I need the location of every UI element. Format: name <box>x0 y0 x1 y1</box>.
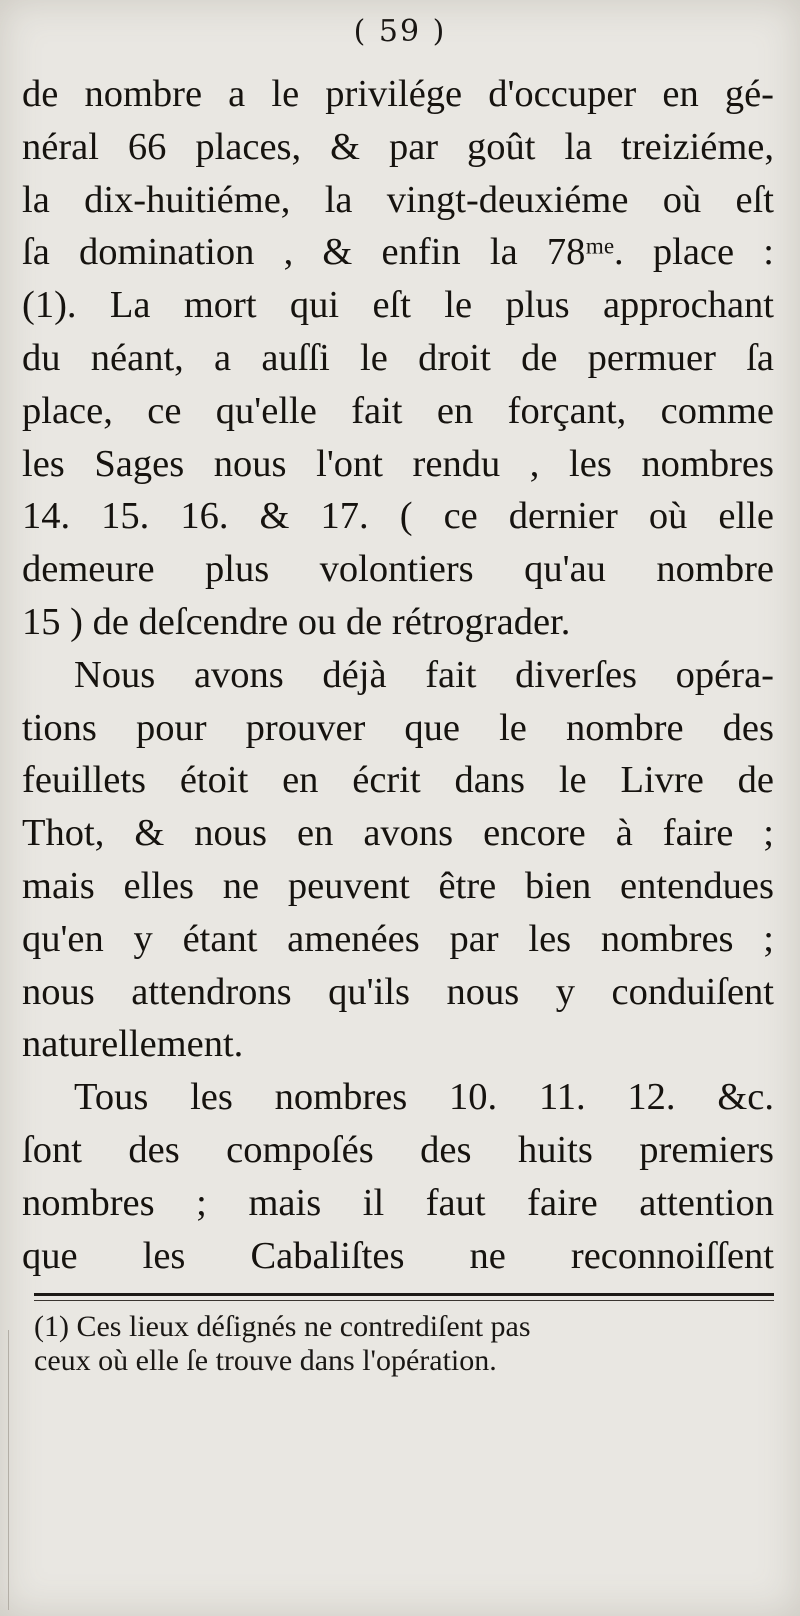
footnote-rule-thin <box>34 1300 774 1301</box>
text-line: tions pour prouver que le nombre des <box>22 706 774 749</box>
text-line: ſa domination , & enfin la 78ᵐᵉ. place : <box>22 231 774 274</box>
body-text <box>22 68 774 1282</box>
text-line: de nombre a le privilége d'occuper en gé- <box>22 73 774 115</box>
page-edge-line <box>8 1330 9 1610</box>
text-line: qu'en y étant amenées par les nombres ; <box>22 917 774 960</box>
text-line: naturellement. <box>22 1023 244 1066</box>
text-line: feuillets étoit en écrit dans le Livre de <box>22 759 774 802</box>
text-line: nous attendrons qu'ils nous y conduiſent <box>22 970 774 1013</box>
text-line: la dix-huitiéme, la vingt-deuxiéme où eſt <box>22 178 774 221</box>
footnote-line: (1) Ces lieux déſignés ne contrediſent pas <box>34 1310 531 1343</box>
footnote-line: ceux où elle ſe trouve dans l'opération. <box>34 1344 497 1377</box>
text-line: ſont des compoſés des huits premiers <box>22 1128 774 1171</box>
text-line: place, ce qu'elle fait en forçant, comme <box>22 389 774 432</box>
footnote <box>34 1310 774 1378</box>
text-line: du néant, a auſſi le droit de permuer ſa <box>22 336 774 379</box>
text-line: Tous les nombres 10. 11. 12. &c. <box>74 1076 774 1119</box>
text-line: 14. 15. 16. & 17. ( ce dernier où elle <box>22 495 774 538</box>
text-line: nombres ; mais il faut faire attention <box>22 1181 774 1224</box>
text-line: Nous avons déjà fait diverſes opéra- <box>74 653 774 696</box>
text-line: les Sages nous l'ont rendu , les nombres <box>22 442 774 485</box>
text-line: 15 ) de deſcendre ou de rétrograder. <box>22 600 571 643</box>
footnote-rule <box>34 1293 774 1296</box>
page-number: ( 59 ) <box>353 14 447 49</box>
text-line: demeure plus volontiers qu'au nombre <box>22 548 774 591</box>
text-line: que les Cabaliſtes ne reconnoiſſent <box>22 1234 774 1277</box>
text-line: Thot, & nous en avons encore à faire ; <box>22 812 774 855</box>
text-line: mais elles ne peuvent être bien entendues <box>22 864 774 907</box>
text-line: néral 66 places, & par goût la treiziéme, <box>22 125 774 168</box>
text-line: (1). La mort qui eſt le plus approchant <box>22 284 774 327</box>
